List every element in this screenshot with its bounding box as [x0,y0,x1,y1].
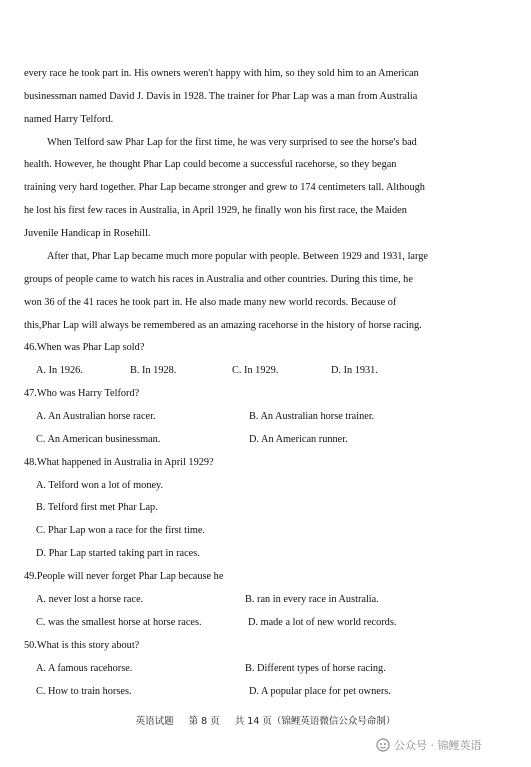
option-a: A. never lost a horse race. [36,594,144,605]
option-c: C. How to train horses. [36,686,132,697]
option-b: B. In 1928. [130,365,177,376]
option-a: A. A famous racehorse. [36,663,133,674]
option-d: D. Phar Lap started taking part in races. [36,548,200,559]
option-a: A. In 1926. [36,365,83,376]
question-stem: 47.Who was Harry Telford? [24,388,140,399]
option-b: B. An Australian horse trainer. [249,411,375,422]
page-footer [0,716,531,728]
passage-line: named Harry Telford. [24,114,114,125]
passage-line: groups of people came to watch his races in Australia and other countries. During this time, he [24,274,413,285]
passage-line: When Telford saw Phar Lap for the first time, he was very surprised to see the horse's bad [47,137,417,148]
question-stem: 49.People will never forget Phar Lap because he [24,571,224,582]
passage-line: training very hard together. Phar Lap became stronger and grew to 174 centimeters tall. Although [24,182,425,193]
question-stem: 48.What happened in Australia in April 1929? [24,457,214,468]
watermark-text: 公众号 · 锦鲤英语 [394,739,482,752]
option-a: A. An Australian horse racer. [36,411,156,422]
passage-line: businessman named David J. Davis in 1928. The trainer for Phar Lap was a man from Australia [24,91,418,102]
option-c: C. Phar Lap won a race for the first time. [36,525,205,536]
passage-line: Juvenile Handicap in Rosehill. [24,228,151,239]
wechat-official-account-icon [376,738,390,752]
option-d: D. A popular place for pet owners. [249,686,391,697]
footer-subject: 英语试题 [135,716,174,727]
option-d: D. An American runner. [249,434,348,445]
passage-line: this,Phar Lap will always be remembered as an amazing racehorse in the history of horse racing. [24,320,422,331]
watermark [376,737,482,753]
passage-line: health. However, he thought Phar Lap could become a successful racehorse, so they began [24,159,397,170]
option-c: C. In 1929. [232,365,279,376]
passage-line: every race he took part in. His owners weren't happy with him, so they sold him to an American [24,68,419,79]
option-d: D. In 1931. [331,365,378,376]
passage-line: After that, Phar Lap became much more popular with people. Between 1929 and 1931, large [47,251,428,262]
footer-total-pages: 共 14 页（锦鲤英语微信公众号命制） [234,716,396,727]
option-c: C. An American businessman. [36,434,161,445]
question-stem: 50.What is this story about? [24,640,140,651]
option-b: B. ran in every race in Australia. [245,594,379,605]
option-c: C. was the smallest horse at horse races. [36,617,202,628]
question-stem: 46.When was Phar Lap sold? [24,342,145,353]
option-a: A. Telford won a lot of money. [36,480,164,491]
option-b: B. Telford first met Phar Lap. [36,502,158,513]
footer-page-number: 第 8 页 [188,716,220,727]
passage-line: won 36 of the 41 races he took part in. He also made many new world records. Because of [24,297,397,308]
option-d: D. made a lot of new world records. [248,617,397,628]
passage-line: he lost his first few races in Australia, in April 1929, he finally won his first race, the Maiden [24,205,407,216]
option-b: B. Different types of horse racing. [245,663,386,674]
